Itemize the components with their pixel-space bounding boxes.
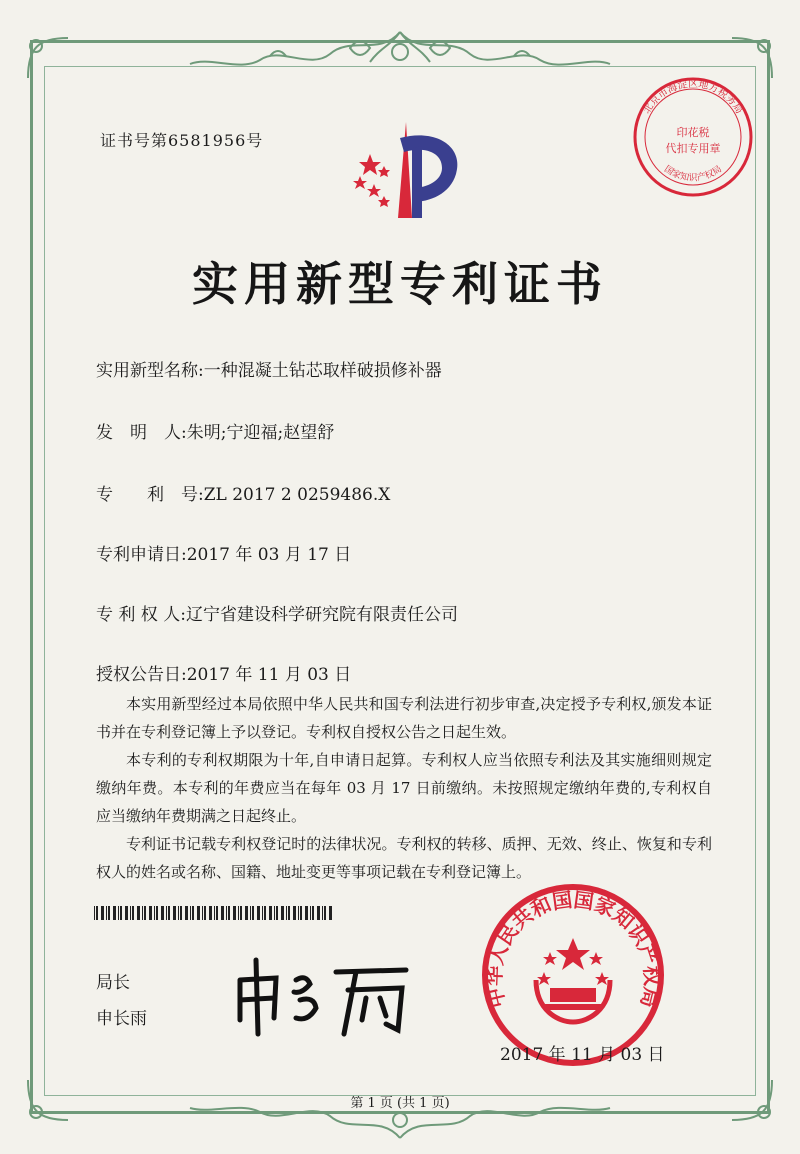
- certificate-body: [96, 690, 712, 886]
- page-number: 第 1 页 (共 1 页): [350, 1096, 450, 1111]
- barcode-icon: [94, 906, 334, 920]
- svg-text:中华人民共和国国家知识产权局: 中华人民共和国国家知识产权局: [481, 887, 665, 1011]
- signatory-name: 申长雨: [96, 1009, 147, 1029]
- corner-ornament-icon: [18, 28, 78, 88]
- tax-stamp-seal-icon: [628, 72, 758, 202]
- paragraph: 本专利的专利权期限为十年,自申请日起算。专利权人应当依照专利法及其实施细则规定缴纳年费。本专利的年费应当在每年 03 月 17 日前缴纳。未按照规定缴纳年费的,专利权自应当缴纳年费期满之日起终止。: [96, 751, 712, 825]
- paragraph: 专利证书记载专利权登记时的法律状况。专利权的转移、质押、无效、终止、恢复和专利权人的姓名或名称、国籍、地址变更等事项记载在专利登记簿上。: [96, 835, 712, 881]
- paragraph: 本实用新型经过本局依照中华人民共和国专利法进行初步审查,决定授予专利权,颁发本证书并在专利登记簿上予以登记。专利权自授权公告之日起生效。: [96, 695, 712, 741]
- certificate-number: 证书号第6581956号: [100, 131, 264, 150]
- field-label: 授权公告日:: [96, 665, 187, 685]
- issue-date: 2017 年 11 月 03 日: [500, 1045, 665, 1065]
- field-label: 实用新型名称:: [96, 361, 204, 381]
- svg-text:印花税: 印花税: [676, 126, 710, 139]
- field-value: 一种混凝土钻芯取样破损修补器: [203, 361, 442, 381]
- field-label: 发 明 人:: [96, 423, 187, 443]
- svg-text:代扣专用章: 代扣专用章: [665, 142, 721, 155]
- field-patent-number: [96, 480, 390, 505]
- field-label: 专 利 号:: [96, 485, 204, 505]
- field-utility-model-name: [96, 356, 442, 381]
- handwritten-signature-icon: [226, 950, 426, 1040]
- field-value: 2017 年 03 月 17 日: [186, 545, 352, 565]
- field-grant-date: [96, 660, 351, 685]
- svg-text:北京市海淀区地方税务局: 北京市海淀区地方税务局: [641, 79, 745, 116]
- top-ornament-icon: [150, 26, 650, 76]
- field-value: 辽宁省建设科学研究院有限责任公司: [185, 605, 458, 625]
- field-label: 专 利 权 人:: [96, 605, 186, 625]
- field-application-date: [96, 540, 351, 565]
- signatory-title: 局长: [96, 973, 130, 993]
- field-label: 专利申请日:: [96, 545, 187, 565]
- field-value: ZL 2017 2 0259486.X: [203, 485, 391, 505]
- field-patentee: [96, 600, 458, 625]
- field-value: 2017 年 11 月 03 日: [186, 665, 352, 685]
- page-title: 实用新型专利证书: [192, 257, 608, 311]
- svg-text:国家知识产权局: 国家知识产权局: [662, 164, 724, 184]
- field-inventor: [96, 418, 334, 443]
- field-value: 朱明;宁迎福;赵望舒: [186, 423, 335, 443]
- cnipa-logo-icon: [338, 118, 468, 228]
